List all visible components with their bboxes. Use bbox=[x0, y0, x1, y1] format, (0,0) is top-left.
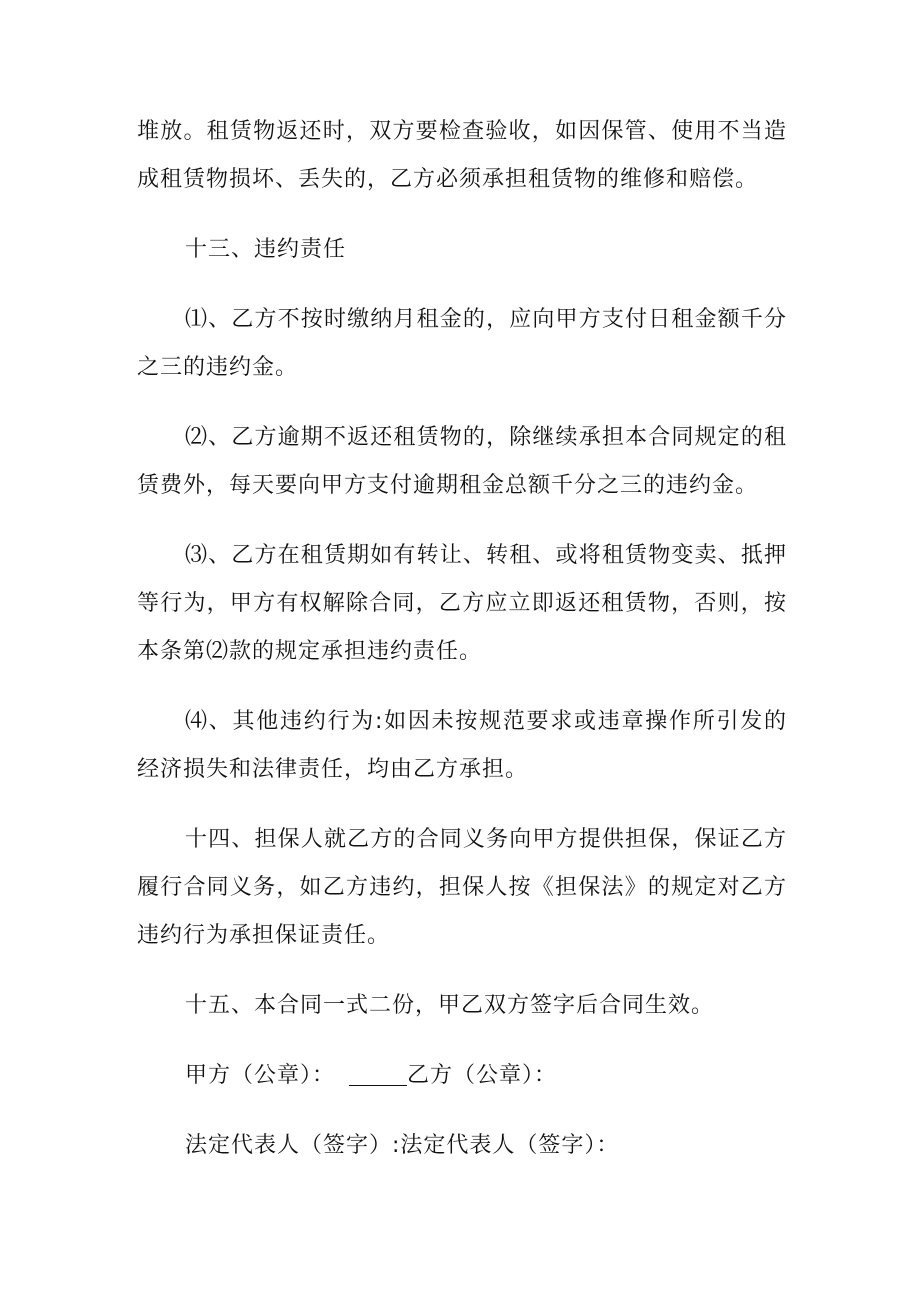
document-body bbox=[137, 108, 787, 1170]
clause-overdue-return: ⑵、乙方逾期不返还租赁物的，除继续承担本合同规定的租赁费外，每天要向甲方支付逾期租金总额千分之三的违约金。 bbox=[137, 425, 787, 498]
clause-late-rent: ⑴、乙方不按时缴纳月租金的，应向甲方支付日租金额千分之三的违约金。 bbox=[137, 307, 787, 380]
party-b-seal-label: 乙方（公章）： bbox=[407, 1063, 558, 1088]
section-copies-effective: 十五、本合同一式二份，甲乙双方签字后合同生效。 bbox=[185, 993, 715, 1018]
clause-transfer-sublease: ⑶、乙方在租赁期如有转让、转租、或将租赁物变卖、抵押等行为，甲方有权解除合同，乙方应立即返还租赁物，否则，按本条第⑵款的规定承担违约责任。 bbox=[137, 543, 787, 664]
paragraph-return-inspection: 堆放。租赁物返还时，双方要检查验收，如因保管、使用不当造成租赁物损坏、丢失的，乙方必须承担租赁物的维修和赔偿。 bbox=[137, 119, 787, 192]
legal-representative-line: 法定代表人（签字）:法定代表人（签字）： bbox=[185, 1133, 620, 1158]
clause-other-breach: ⑷、其他违约行为:如因未按规范要求或违章操作所引发的经济损失和法律责任，均由乙方承担。 bbox=[137, 709, 787, 782]
seal-line bbox=[137, 1052, 787, 1100]
section-heading-liability: 十三、违约责任 bbox=[185, 237, 347, 262]
party-a-seal-label: 甲方（公章）： bbox=[185, 1063, 336, 1088]
section-guarantor: 十四、担保人就乙方的合同义务向甲方提供担保，保证乙方履行合同义务，如乙方违约，担保人按《担保法》的规定对乙方违约行为承担保证责任。 bbox=[137, 827, 787, 948]
signature-blank bbox=[349, 1063, 407, 1086]
